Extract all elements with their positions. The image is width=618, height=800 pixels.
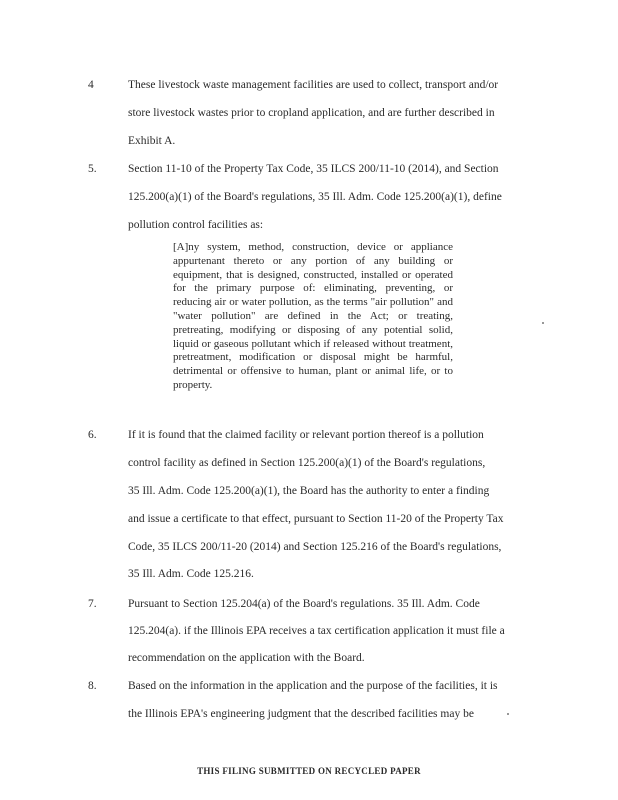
paragraph-7-line-2: 125.204(a). if the Illinois EPA receives a tax certification application it must file a — [128, 625, 505, 637]
paragraph-6-line-1: If it is found that the claimed facility or relevant portion thereof is a pollution — [128, 429, 484, 441]
paragraph-4-line-1: These livestock waste management facilities are used to collect, transport and/or — [128, 79, 499, 91]
paragraph-8-line-1: Based on the information in the application and the purpose of the facilities, it is — [128, 680, 498, 692]
page-footer: THIS FILING SUBMITTED ON RECYCLED PAPER — [197, 766, 421, 776]
paragraph-number-7: 7. — [88, 598, 97, 610]
paragraph-5-line-1: Section 11-10 of the Property Tax Code, 35 ILCS 200/11-10 (2014), and Section — [128, 163, 499, 175]
block-quote-definition: [A]ny system, method, construction, device or appliance appurtenant thereto or any portion of any building or equipment, that is designed, constructed, installed or operated for the primary purpose of: eliminating, preventing, or reducing air or water pollution, as the terms "air pollution" and "water pollution" are defined in the Act; or treating, pretreating, modifying or disposing of any potential solid, liquid or gaseous pollutant which if released without treatment, pretreatment, modification or disposal might be harmful, detrimental or offensive to human, plant or animal life, or to property. — [173, 241, 453, 391]
paragraph-6-line-5: Code, 35 ILCS 200/11-20 (2014) and Section 125.216 of the Board's regulations, — [128, 541, 502, 553]
paragraph-number-6: 6. — [88, 429, 97, 441]
paragraph-5-line-3: pollution control facilities as: — [128, 219, 264, 231]
paragraph-7-line-1: Pursuant to Section 125.204(a) of the Board's regulations. 35 Ill. Adm. Code — [128, 598, 480, 610]
paragraph-8-line-2: the Illinois EPA's engineering judgment that the described facilities may be — [128, 708, 474, 720]
paragraph-number-5: 5. — [88, 163, 97, 175]
paragraph-4-line-3: Exhibit A. — [128, 135, 176, 147]
paragraph-number-4: 4 — [88, 79, 94, 91]
paragraph-7-line-3: recommendation on the application with the Board. — [128, 652, 365, 664]
paragraph-6-line-3: 35 Ill. Adm. Code 125.200(a)(1), the Board has the authority to enter a finding — [128, 485, 490, 497]
paragraph-6-line-6: 35 Ill. Adm. Code 125.216. — [128, 568, 254, 580]
paragraph-number-8: 8. — [88, 680, 97, 692]
paragraph-6-line-2: control facility as defined in Section 125.200(a)(1) of the Board's regulations, — [128, 457, 486, 469]
paragraph-5-line-2: 125.200(a)(1) of the Board's regulations, 35 Ill. Adm. Code 125.200(a)(1), define — [128, 191, 502, 203]
paragraph-6-line-4: and issue a certificate to that effect, pursuant to Section 11-20 of the Property Tax — [128, 513, 504, 525]
scan-speck — [507, 713, 509, 715]
scan-speck — [542, 322, 544, 324]
paragraph-4-line-2: store livestock wastes prior to cropland application, and are further described in — [128, 107, 495, 119]
